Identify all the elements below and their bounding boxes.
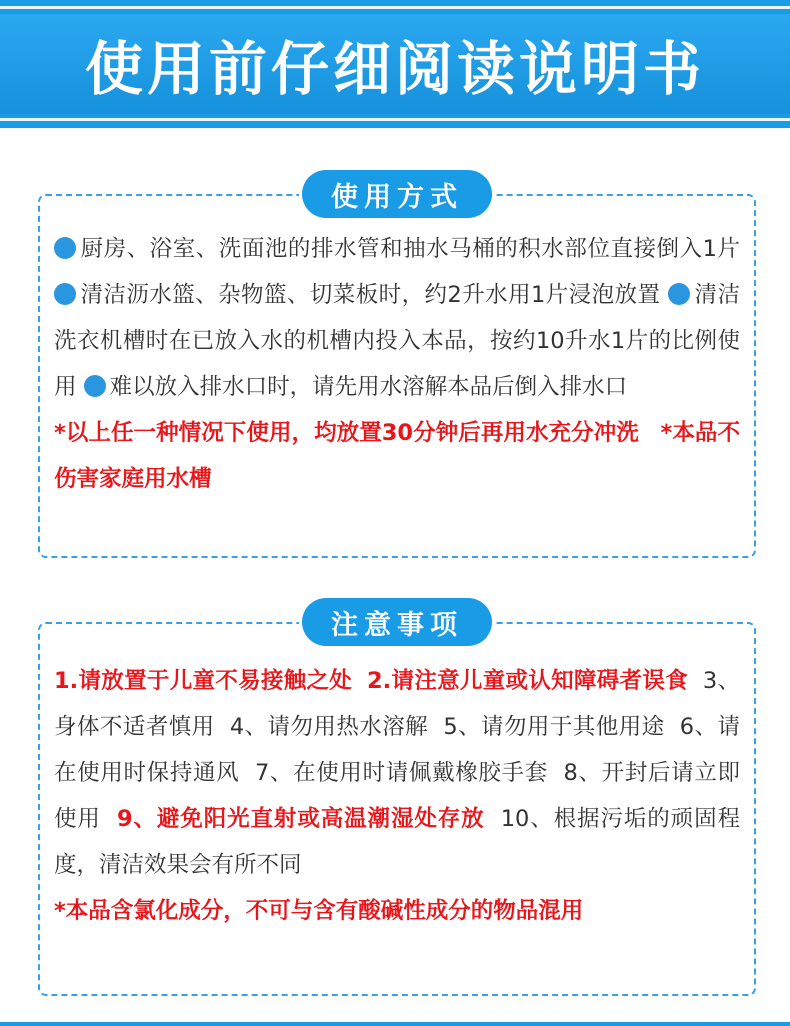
bullet-dot-icon [84,375,106,397]
usage-note-1: *以上任一种情况下使用，均放置30分钟后再用水充分冲洗 [54,420,639,446]
page-title: 使用前仔细阅读说明书 [84,35,705,103]
usage-section [38,181,756,558]
usage-section-title: 使用方式 [302,170,492,218]
cautions-content [54,658,740,934]
usage-note-2: *本品不伤害家庭用水槽 [54,420,740,492]
header-banner [0,0,790,128]
caution-10: 10、根据污垢的顽固程度，清洁效果会有所不同 [54,806,740,878]
caution-9: 9、避免阳光直射或高温潮湿处存放 [116,806,485,832]
usage-item-3: 清洁洗衣机槽时在已放入水的机槽内投入本品，按约10升水1片的比例使用 [54,282,740,400]
cautions-section [38,609,756,996]
bullet-dot-icon [54,283,76,305]
caution-7: 7、在使用时请佩戴橡胶手套 [254,760,548,786]
caution-3: 3、身体不适者慎用 [54,668,740,740]
caution-6: 6、请在使用时保持通风 [54,714,740,786]
header-top-line [0,6,790,9]
cautions-note: *本品含氯化成分，不可与含有酸碱性成分的物品混用 [54,898,584,924]
caution-8: 8、开封后请立即使用 [54,760,740,832]
cautions-section-title: 注意事项 [302,598,492,646]
caution-4: 4、请勿用热水溶解 [229,714,429,740]
usage-item-2: 清洁沥水篮、杂物篮、切菜板时，约2升水用1片浸泡放置 [80,282,661,308]
usage-item-4: 难以放入排水口时，请先用水溶解本品后倒入排水口 [109,374,628,400]
header-bottom-line [0,118,790,121]
caution-1: 1.请放置于儿童不易接触之处 [54,668,353,694]
bottom-line [0,1022,790,1026]
bullet-dot-icon [54,237,76,259]
usage-content [54,226,740,502]
caution-2: 2.请注意儿童或认知障碍者误食 [367,668,688,694]
caution-5: 5、请勿用于其他用途 [443,714,665,740]
bullet-dot-icon [668,283,690,305]
usage-item-1: 厨房、浴室、洗面池的排水管和抽水马桶的积水部位直接倒入1片 [80,236,740,262]
header-inner [0,14,790,114]
